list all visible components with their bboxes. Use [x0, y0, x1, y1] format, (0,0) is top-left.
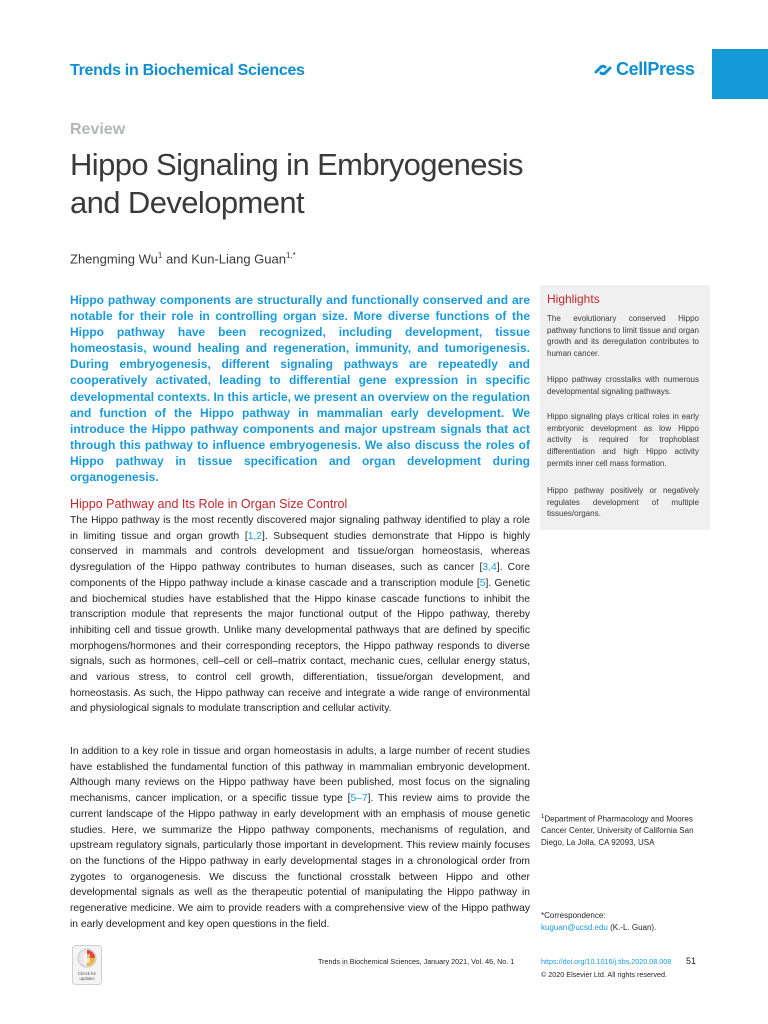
highlights-title: Highlights [547, 292, 600, 306]
text-run: The Hippo pathway is the most recently discovered major signaling pathway identified to play a role in limiting tissue and organ growth [ [70, 515, 530, 542]
badge-line-1: Check for [78, 971, 96, 976]
highlight-item: Hippo signaling plays critical roles in early embryonic development as low Hippo activity is required for trophoblast differentiation and high Hippo activity permits inner cell mass formation. [547, 412, 699, 468]
highlight-item: The evolutionary conserved Hippo pathway functions to limit tissue and organ growth and its deregulation contributes to human cancer. [547, 314, 699, 359]
text-run: ]. Genetic and biochemical studies have established that the Hippo kinase cascade functions to inhibit the transcription module that represents the major functional output of the Hippo pathway, thereby inhibiting cell and tissue growth. Unlike many developmental pathways that are defined by specific morphogens/hormones and their corresponding receptors, the Hippo pathway responds to diverse signals, such as hormones, cell–cell or cell–matrix contact, mechanic cues, cellular energy status, and various stress, to control cell growth, differentiation, tissue/organ development, and homeostasis. As such, the Hippo pathway can receive and integrate a wide range of environmental and physiological signals to modulate transcription and cellular activity. [70, 577, 530, 715]
text-run: ]. Core components of the Hippo pathway include a kinase cascade and a transcription module [ [70, 562, 530, 589]
affiliation-marker: 1 [541, 814, 545, 820]
author-2: Kun-Liang Guan [191, 251, 286, 267]
author-list [70, 251, 296, 266]
title-line-1: Hippo Signaling in Embryogenesis [70, 147, 523, 182]
section-heading: Hippo Pathway and Its Role in Organ Size Control [70, 497, 348, 511]
brand-tab [712, 49, 768, 99]
check-for-updates-badge[interactable] [72, 945, 102, 985]
publisher-name: CellPress [616, 59, 695, 79]
abstract: Hippo pathway components are structurally and functionally conserved and are notable for their role in controlling organ size. More diverse functions of the Hippo pathway have been recognized, including development, tissue homeostasis, wound healing and regeneration, immunity, and tumorigenesis. During embryogenesis, different signaling pathways are repeatedly and cooperatively activated, leading to differential gene expression in specific developmental contexts. In this article, we present an overview on the regulation and function of the Hippo pathway in mammalian early development. We introduce the Hippo pathway components and major upstream signals that act through this pathway to influence embryogenesis. We also discuss the roles of Hippo pathway in tissue specification and organ development during organogenesis. [70, 293, 530, 485]
badge-line-2: updates [79, 976, 95, 981]
text-run: ]. This review aims to provide the current landscape of the Hippo pathway in early development with an emphasis of mouse genetic studies. Here, we summarize the Hippo pathway components, mechanisms of regulation, and upstream regulatory signals, particularly those important in development. This review mainly focuses on the functions of the Hippo pathway in early developmental stages in a chronological order from zygotes to organogenesis. We discuss the functional crosstalk between Hippo and other developmental signals as well as the therapeutic potential of manipulating the Hippo pathway in regenerative medicine. We aim to provide readers with a comprehensive view of the Hippo pathway in early development and key open questions in the field. [70, 793, 530, 930]
citation-link[interactable]: 5 [479, 577, 486, 589]
citation-link[interactable]: 1,2 [247, 530, 263, 542]
text-run: In addition to a key role in tissue and organ homeostasis in adults, a large number of recent studies have established the fundamental function of this pathway in mammalian embryonic development. Although many reviews on the Hippo pathway have been published, most focus on the signaling mechanisms, cancer implication, or a specific tissue type [ [70, 746, 530, 805]
highlight-item: Hippo pathway positively or negatively regulates development of multiple tissues/organs. [547, 486, 699, 519]
copyright: © 2020 Elsevier Ltd. All rights reserved. [541, 970, 667, 979]
body-paragraph-1 [70, 513, 530, 717]
check-updates-icon [72, 945, 102, 985]
footer-citation: Trends in Biochemical Sciences, January 2021, Vol. 46, No. 1 [318, 957, 515, 966]
page-number: 51 [686, 956, 697, 966]
author-separator: and [162, 251, 192, 267]
highlight-item: Hippo pathway crosstalks with numerous developmental signaling pathways. [547, 375, 699, 396]
body-paragraph-2 [70, 744, 530, 932]
author-1-affil: 1 [157, 251, 163, 260]
affiliation-text: Department of Pharmacology and Moores Cancer Center, University of California San Diego, La Jolla, CA 92093, USA [541, 814, 694, 847]
title-line-2: and Development [70, 185, 304, 220]
footer-doi-link[interactable]: https://doi.org/10.1016/j.tibs.2020.08.008 [541, 957, 672, 966]
correspondence-email[interactable]: kuguan@ucsd.edu [541, 922, 608, 932]
correspondence [541, 910, 656, 933]
cellpress-logo [593, 59, 694, 80]
text-run: ]. Subsequent studies demonstrate that Hippo is highly conserved in mammals and controls development and tissue/organ homeostasis, whereas dysregulation of the Hippo pathway contributes to human diseases, such as cancer [ [70, 530, 530, 574]
cellpress-link-icon [593, 62, 613, 78]
correspondence-name: (K.-L. Guan). [607, 922, 657, 932]
affiliation [541, 812, 706, 848]
article-type: Review [70, 121, 126, 138]
citation-link[interactable]: 3,4 [482, 562, 497, 574]
author-2-affil: 1,* [285, 251, 296, 260]
author-1: Zhengming Wu [70, 251, 158, 267]
citation-link[interactable]: 5–7 [350, 793, 368, 805]
correspondence-label: *Correspondence: [541, 911, 606, 920]
journal-name: Trends in Biochemical Sciences [70, 62, 305, 79]
article-title [70, 146, 523, 222]
